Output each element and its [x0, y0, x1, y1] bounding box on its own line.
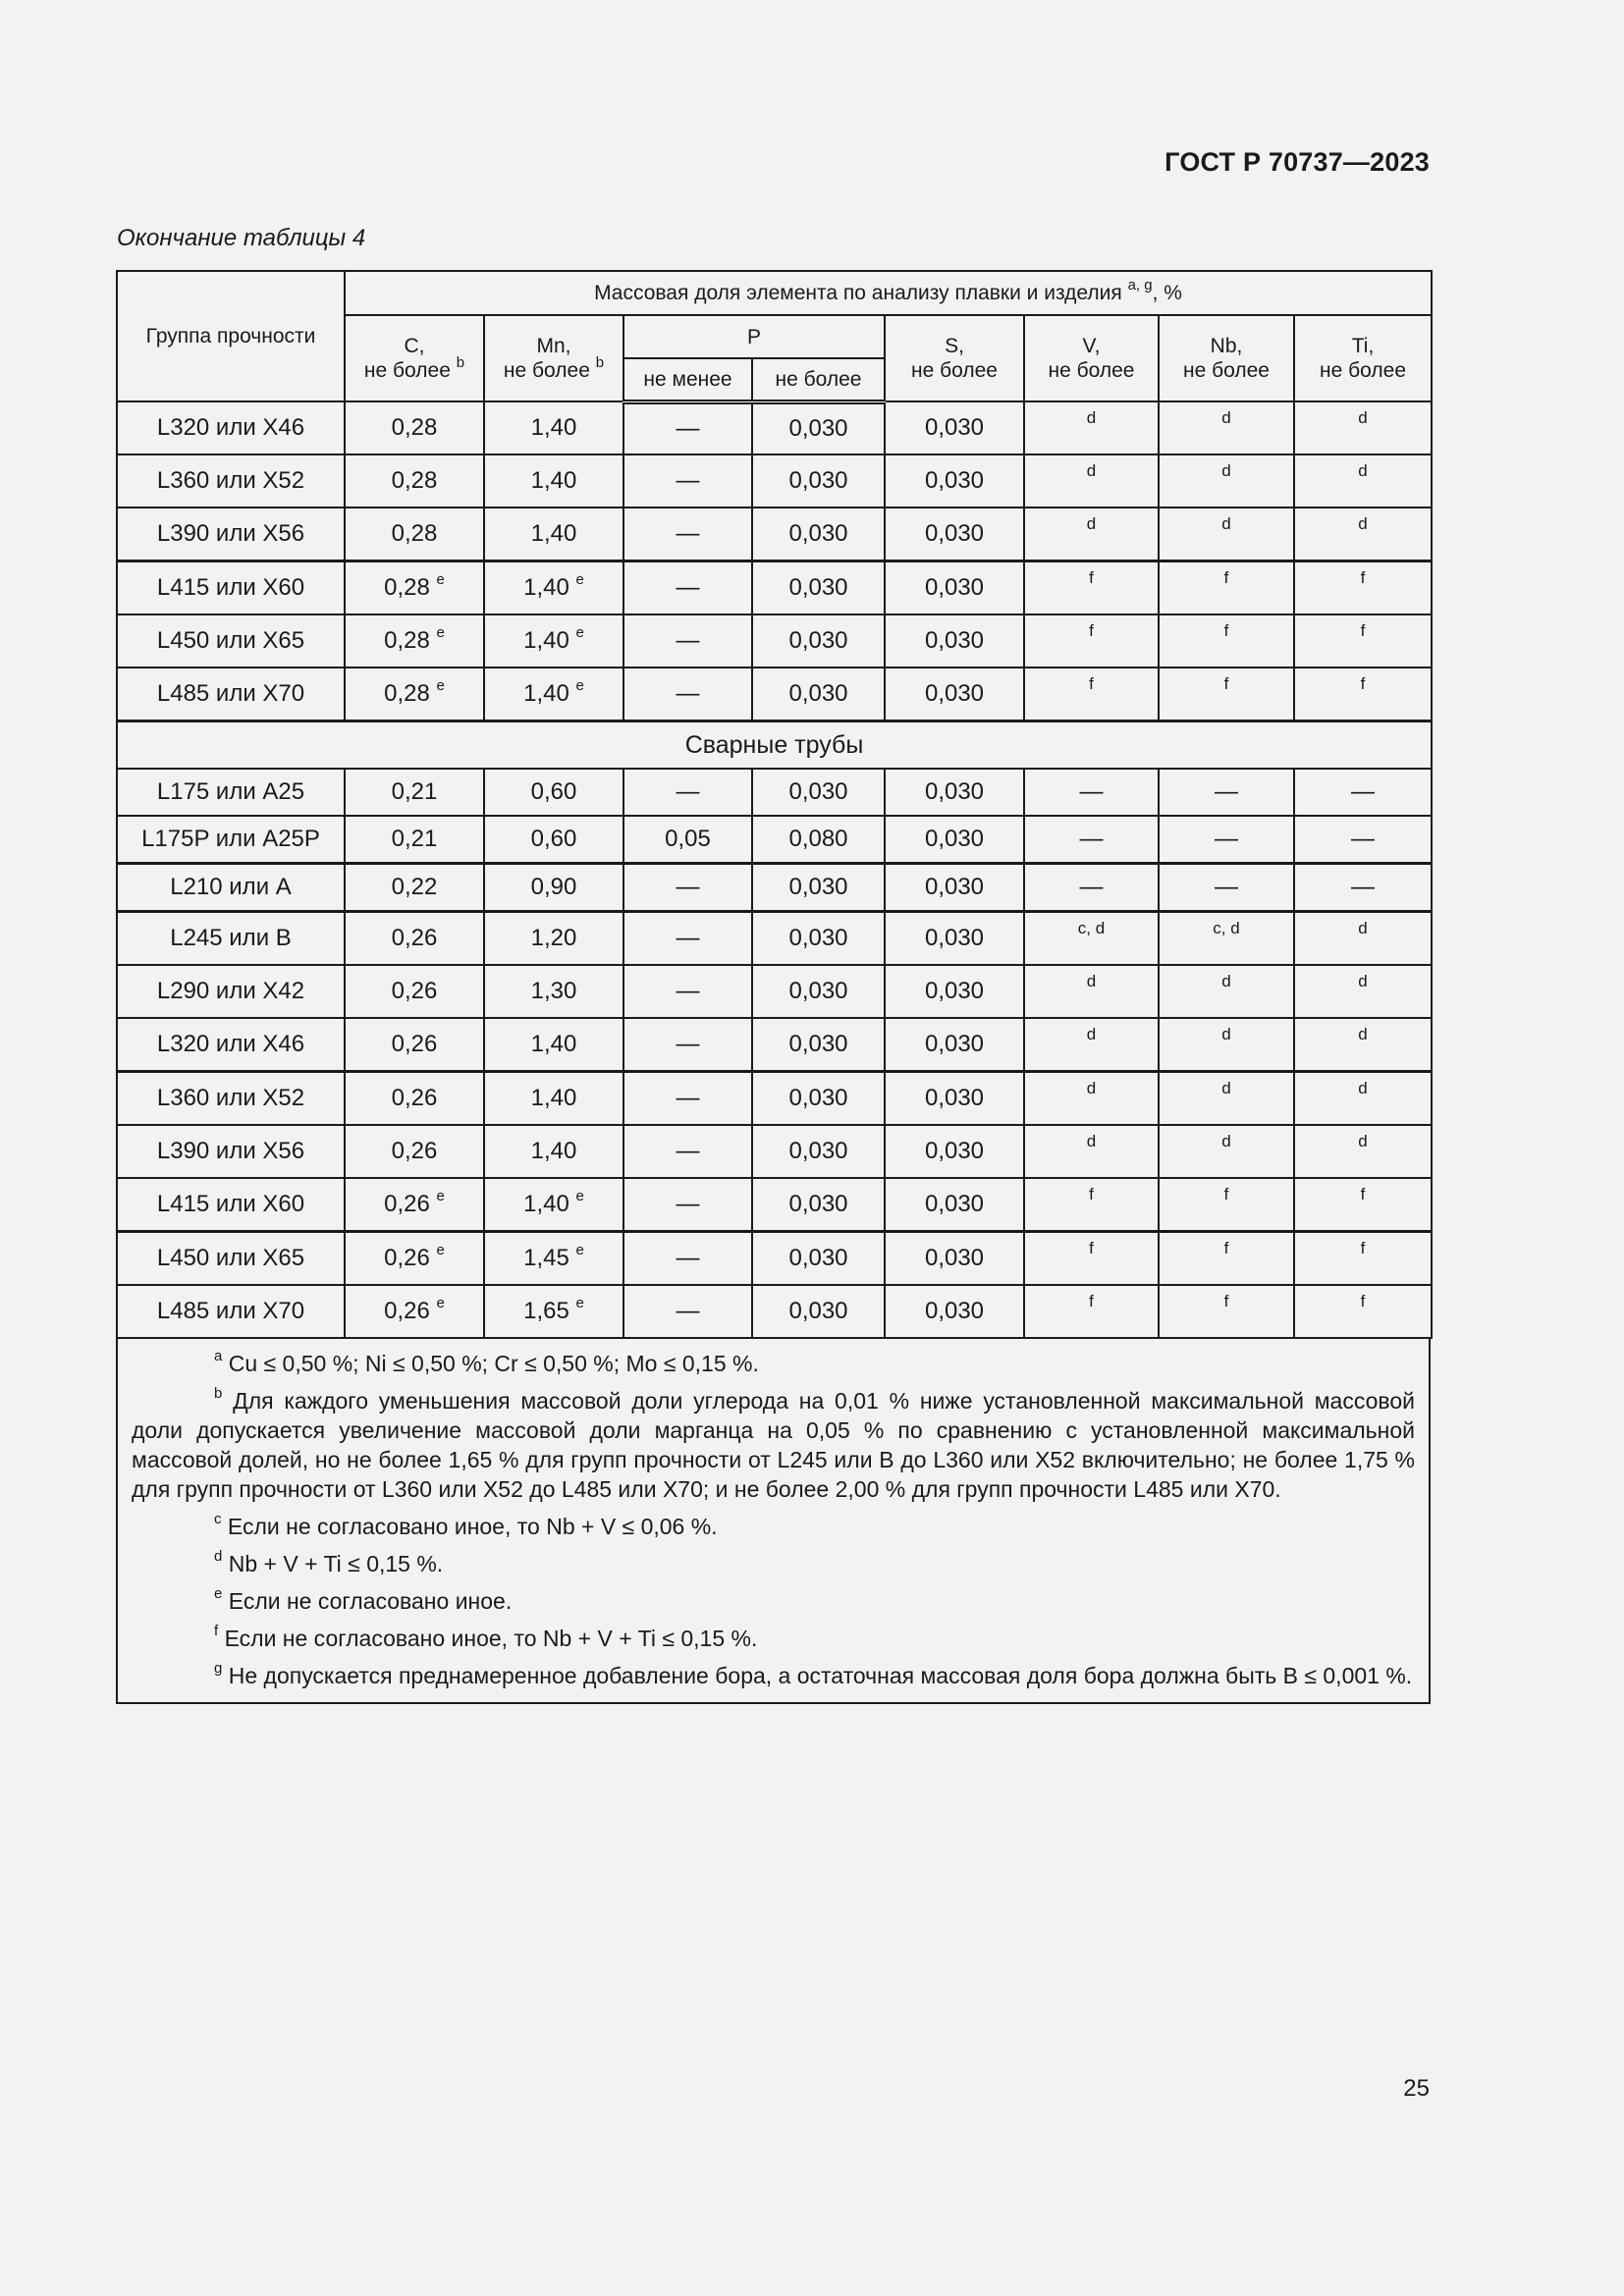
manganese-cell: 1,40 — [484, 507, 623, 561]
carbon-cell: 0,26 — [345, 1072, 484, 1126]
phosphorus-max-cell: 0,030 — [752, 614, 885, 667]
manganese-cell: 1,40 — [484, 401, 623, 454]
strength-group-cell: L390 или X56 — [117, 507, 345, 561]
footnote-c: $^c$ Если не согласовано иное, то Nb + V ≤ 0,06 %. — [214, 1511, 718, 1539]
carbon-cell: 0,28 $^e$ — [345, 614, 484, 667]
sulfur-cell: 0,030 — [885, 1178, 1024, 1232]
welded-rows — [117, 769, 1432, 1338]
header-vanadium: V, не более — [1024, 315, 1159, 401]
phosphorus-min-cell: — — [623, 1072, 752, 1126]
niobium-cell: d — [1159, 454, 1294, 507]
phosphorus-max-cell: 0,030 — [752, 769, 885, 816]
vanadium-cell: d — [1024, 965, 1159, 1018]
niobium-cell: d — [1159, 1125, 1294, 1178]
strength-group-cell: L320 или X46 — [117, 401, 345, 454]
manganese-cell: 1,40 — [484, 1018, 623, 1072]
phosphorus-min-cell: — — [623, 454, 752, 507]
vanadium-cell: d — [1024, 454, 1159, 507]
vanadium-cell: d — [1024, 1018, 1159, 1072]
phosphorus-max-cell: 0,030 — [752, 864, 885, 912]
niobium-cell: d — [1159, 507, 1294, 561]
sulfur-cell: 0,030 — [885, 864, 1024, 912]
footnotes — [116, 1339, 1431, 1704]
vanadium-cell: f — [1024, 667, 1159, 721]
phosphorus-min-cell: 0,05 — [623, 816, 752, 864]
section-welded-pipes: Сварные трубы — [117, 721, 1432, 770]
titanium-cell: d — [1294, 912, 1432, 966]
sulfur-cell: 0,030 — [885, 1125, 1024, 1178]
page-number: 25 — [1403, 2075, 1430, 2102]
strength-group-cell: L175 или A25 — [117, 769, 345, 816]
vanadium-cell: d — [1024, 1072, 1159, 1126]
carbon-cell: 0,26 — [345, 965, 484, 1018]
strength-group-cell: L415 или X60 — [117, 561, 345, 615]
niobium-cell: d — [1159, 401, 1294, 454]
strength-group-cell: L415 или X60 — [117, 1178, 345, 1232]
titanium-cell: f — [1294, 614, 1432, 667]
carbon-cell: 0,26 $^e$ — [345, 1178, 484, 1232]
table-row — [117, 1178, 1432, 1232]
phosphorus-min-cell: — — [623, 1178, 752, 1232]
table-row — [117, 667, 1432, 721]
carbon-cell: 0,28 — [345, 401, 484, 454]
titanium-cell: d — [1294, 507, 1432, 561]
titanium-cell: f — [1294, 1285, 1432, 1338]
titanium-cell: d — [1294, 401, 1432, 454]
table-row — [117, 965, 1432, 1018]
header-sulfur: S, не более — [885, 315, 1024, 401]
sulfur-cell: 0,030 — [885, 401, 1024, 454]
niobium-cell: d — [1159, 1018, 1294, 1072]
niobium-cell: f — [1159, 561, 1294, 615]
carbon-cell: 0,26 $^e$ — [345, 1285, 484, 1338]
phosphorus-max-cell: 0,080 — [752, 816, 885, 864]
sulfur-cell: 0,030 — [885, 912, 1024, 966]
manganese-cell: 1,20 — [484, 912, 623, 966]
footnote-d: $^d$ Nb + V + Ti ≤ 0,15 %. — [214, 1548, 444, 1576]
phosphorus-min-cell: — — [623, 864, 752, 912]
manganese-cell: 1,40 — [484, 454, 623, 507]
titanium-cell: d — [1294, 454, 1432, 507]
titanium-cell: d — [1294, 1072, 1432, 1126]
titanium-cell: — — [1294, 864, 1432, 912]
phosphorus-min-cell: — — [623, 1125, 752, 1178]
titanium-cell: f — [1294, 667, 1432, 721]
phosphorus-max-cell: 0,030 — [752, 912, 885, 966]
phosphorus-max-cell: 0,030 — [752, 1178, 885, 1232]
vanadium-cell: f — [1024, 1178, 1159, 1232]
phosphorus-min-cell: — — [623, 561, 752, 615]
phosphorus-max-cell: 0,030 — [752, 1125, 885, 1178]
titanium-cell: f — [1294, 561, 1432, 615]
sulfur-cell: 0,030 — [885, 816, 1024, 864]
vanadium-cell: d — [1024, 1125, 1159, 1178]
header-carbon: C, не более $^b$ — [345, 315, 484, 401]
carbon-cell: 0,26 — [345, 1125, 484, 1178]
table-row — [117, 561, 1432, 615]
sulfur-cell: 0,030 — [885, 1018, 1024, 1072]
phosphorus-min-cell: — — [623, 1232, 752, 1286]
carbon-cell: 0,21 — [345, 816, 484, 864]
phosphorus-max-cell: 0,030 — [752, 667, 885, 721]
phosphorus-max-cell: 0,030 — [752, 1232, 885, 1286]
strength-group-cell: L485 или X70 — [117, 667, 345, 721]
header-phosphorus-max: не более — [752, 358, 885, 401]
titanium-cell: f — [1294, 1178, 1432, 1232]
vanadium-cell: f — [1024, 1285, 1159, 1338]
header-phosphorus-min: не менее — [623, 358, 752, 401]
manganese-cell: 1,40 $^e$ — [484, 667, 623, 721]
strength-group-cell: L360 или X52 — [117, 1072, 345, 1126]
titanium-cell: d — [1294, 1018, 1432, 1072]
strength-group-cell: L320 или X46 — [117, 1018, 345, 1072]
seamless-rows — [117, 401, 1432, 721]
strength-group-cell: L210 или A — [117, 864, 345, 912]
titanium-cell: f — [1294, 1232, 1432, 1286]
manganese-cell: 1,65 $^e$ — [484, 1285, 623, 1338]
strength-group-cell: L450 или X65 — [117, 614, 345, 667]
table-row — [117, 401, 1432, 454]
header-phosphorus: P — [623, 315, 885, 358]
manganese-cell: 0,60 — [484, 769, 623, 816]
titanium-cell: d — [1294, 1125, 1432, 1178]
vanadium-cell: — — [1024, 816, 1159, 864]
titanium-cell: — — [1294, 816, 1432, 864]
phosphorus-min-cell: — — [623, 912, 752, 966]
manganese-cell: 1,45 $^e$ — [484, 1232, 623, 1286]
sulfur-cell: 0,030 — [885, 561, 1024, 615]
phosphorus-min-cell: — — [623, 614, 752, 667]
phosphorus-max-cell: 0,030 — [752, 965, 885, 1018]
phosphorus-min-cell: — — [623, 401, 752, 454]
carbon-cell: 0,21 — [345, 769, 484, 816]
table-row — [117, 769, 1432, 816]
niobium-cell: c, d — [1159, 912, 1294, 966]
niobium-cell: — — [1159, 816, 1294, 864]
vanadium-cell: — — [1024, 769, 1159, 816]
header-titanium: Ti, не более — [1294, 315, 1432, 401]
manganese-cell: 0,90 — [484, 864, 623, 912]
manganese-cell: 1,40 $^e$ — [484, 561, 623, 615]
table-caption: Окончание таблицы 4 — [117, 225, 366, 251]
phosphorus-min-cell: — — [623, 667, 752, 721]
niobium-cell: f — [1159, 1232, 1294, 1286]
strength-group-cell: L485 или X70 — [117, 1285, 345, 1338]
table-row — [117, 1232, 1432, 1286]
sulfur-cell: 0,030 — [885, 769, 1024, 816]
carbon-cell: 0,28 $^e$ — [345, 667, 484, 721]
vanadium-cell: f — [1024, 561, 1159, 615]
header-manganese: Mn, не более $^b$ — [484, 315, 623, 401]
sulfur-cell: 0,030 — [885, 1285, 1024, 1338]
phosphorus-max-cell: 0,030 — [752, 507, 885, 561]
carbon-cell: 0,28 — [345, 507, 484, 561]
niobium-cell: — — [1159, 769, 1294, 816]
table-row — [117, 864, 1432, 912]
footnote-a: $^a$ Cu ≤ 0,50 %; Ni ≤ 0,50 %; Cr ≤ 0,50 %; Mo ≤ 0,15 %. — [214, 1348, 759, 1376]
strength-group-cell: L450 или X65 — [117, 1232, 345, 1286]
niobium-cell: d — [1159, 1072, 1294, 1126]
strength-group-cell: L390 или X56 — [117, 1125, 345, 1178]
phosphorus-min-cell: — — [623, 769, 752, 816]
footnote-e: $^e$ Если не согласовано иное. — [214, 1585, 513, 1614]
manganese-cell: 0,60 — [484, 816, 623, 864]
phosphorus-max-cell: 0,030 — [752, 1072, 885, 1126]
document-id: ГОСТ Р 70737—2023 — [1164, 147, 1430, 177]
sulfur-cell: 0,030 — [885, 667, 1024, 721]
manganese-cell: 1,40 — [484, 1125, 623, 1178]
carbon-cell: 0,26 $^e$ — [345, 1232, 484, 1286]
sulfur-cell: 0,030 — [885, 454, 1024, 507]
niobium-cell: f — [1159, 1285, 1294, 1338]
titanium-cell: — — [1294, 769, 1432, 816]
phosphorus-min-cell: — — [623, 1285, 752, 1338]
header-mass-fraction: Массовая доля элемента по анализу плавки и изделия $^{a, g}$, % — [345, 271, 1432, 315]
table-row — [117, 816, 1432, 864]
carbon-cell: 0,28 $^e$ — [345, 561, 484, 615]
table-row — [117, 912, 1432, 966]
niobium-cell: f — [1159, 1178, 1294, 1232]
header-niobium: Nb, не более — [1159, 315, 1294, 401]
manganese-cell: 1,40 $^e$ — [484, 1178, 623, 1232]
sulfur-cell: 0,030 — [885, 507, 1024, 561]
table-row — [117, 614, 1432, 667]
sulfur-cell: 0,030 — [885, 1072, 1024, 1126]
carbon-cell: 0,26 — [345, 1018, 484, 1072]
table-row — [117, 1125, 1432, 1178]
phosphorus-max-cell: 0,030 — [752, 1285, 885, 1338]
phosphorus-max-cell: 0,030 — [752, 561, 885, 615]
manganese-cell: 1,40 — [484, 1072, 623, 1126]
header-strength-group: Группа прочности — [117, 271, 345, 401]
niobium-cell: — — [1159, 864, 1294, 912]
sulfur-cell: 0,030 — [885, 1232, 1024, 1286]
table-row — [117, 507, 1432, 561]
manganese-cell: 1,30 — [484, 965, 623, 1018]
footnote-f: $^f$ Если не согласовано иное, то Nb + V + Ti ≤ 0,15 %. — [214, 1623, 758, 1651]
carbon-cell: 0,22 — [345, 864, 484, 912]
vanadium-cell: c, d — [1024, 912, 1159, 966]
manganese-cell: 1,40 $^e$ — [484, 614, 623, 667]
sulfur-cell: 0,030 — [885, 965, 1024, 1018]
sulfur-cell: 0,030 — [885, 614, 1024, 667]
footnote-b: $^b$ Для каждого уменьшения массовой доли углерода на 0,01 % ниже установленной максимальной массовой доли допускается увеличение массовой доли марганца на 0,05 % по сравнению с установленной максимальной массовой долей, но не более 1,65 % для групп прочности от L245 или B до L360 или X52 включительно; не более 1,75 % для групп прочности от L360 или X52 до L485 или X70; и не более 2,00 % для групп прочности L485 или X70. — [132, 1385, 1415, 1502]
vanadium-cell: d — [1024, 507, 1159, 561]
table-row — [117, 1018, 1432, 1072]
vanadium-cell: f — [1024, 614, 1159, 667]
niobium-cell: f — [1159, 614, 1294, 667]
carbon-cell: 0,28 — [345, 454, 484, 507]
carbon-cell: 0,26 — [345, 912, 484, 966]
footnote-g: $^g$ Не допускается преднамеренное добавление бора, а остаточная массовая доля бора должна быть B ≤ 0,001 %. — [214, 1660, 1413, 1688]
vanadium-cell: f — [1024, 1232, 1159, 1286]
phosphorus-max-cell: 0,030 — [752, 401, 885, 454]
strength-group-cell: L360 или X52 — [117, 454, 345, 507]
phosphorus-max-cell: 0,030 — [752, 454, 885, 507]
table-row — [117, 1072, 1432, 1126]
vanadium-cell: d — [1024, 401, 1159, 454]
chemical-composition-table — [116, 270, 1431, 1704]
titanium-cell: d — [1294, 965, 1432, 1018]
table-row — [117, 454, 1432, 507]
strength-group-cell: L175P или A25P — [117, 816, 345, 864]
phosphorus-min-cell: — — [623, 1018, 752, 1072]
phosphorus-max-cell: 0,030 — [752, 1018, 885, 1072]
strength-group-cell: L290 или X42 — [117, 965, 345, 1018]
phosphorus-min-cell: — — [623, 965, 752, 1018]
phosphorus-min-cell: — — [623, 507, 752, 561]
table-row — [117, 1285, 1432, 1338]
niobium-cell: d — [1159, 965, 1294, 1018]
niobium-cell: f — [1159, 667, 1294, 721]
vanadium-cell: — — [1024, 864, 1159, 912]
strength-group-cell: L245 или B — [117, 912, 345, 966]
